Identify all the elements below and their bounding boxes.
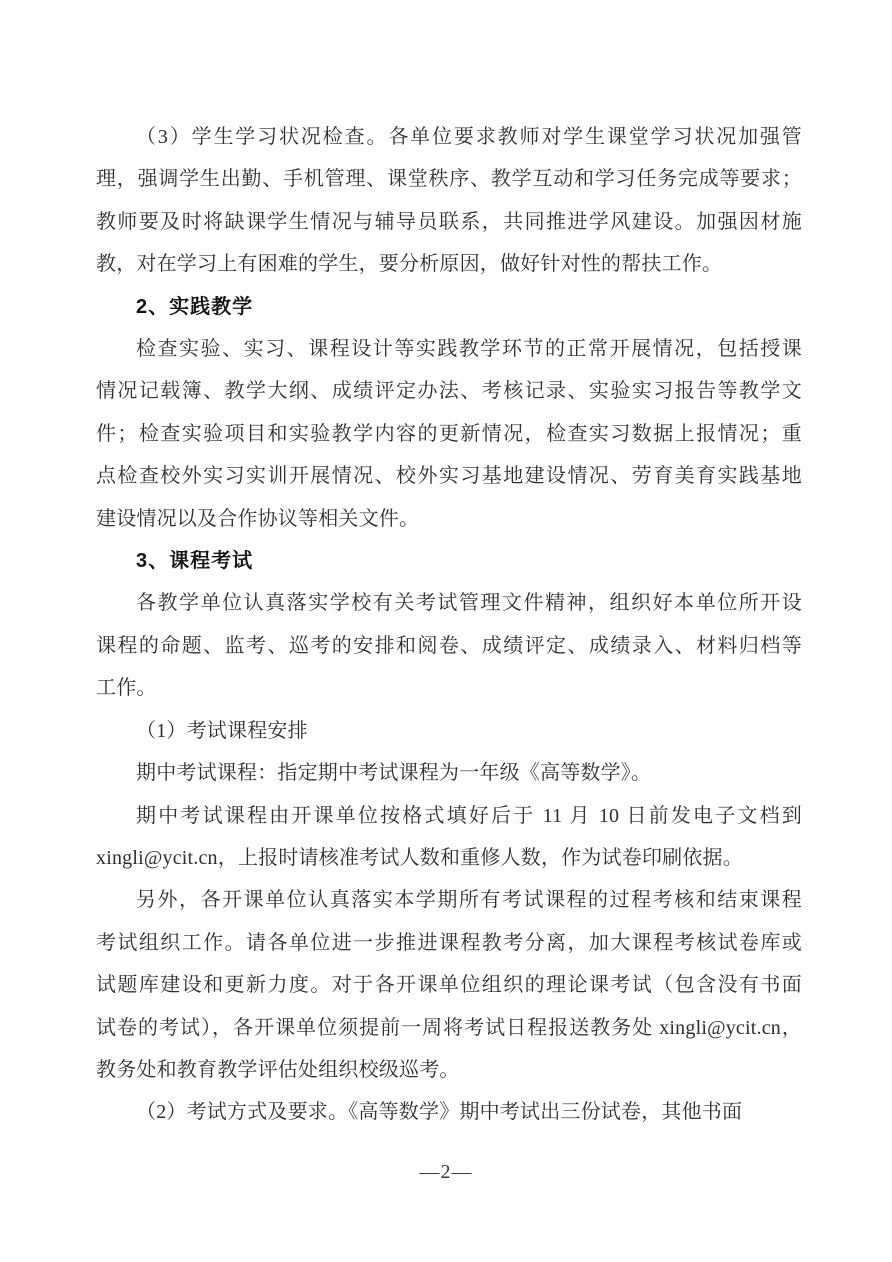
text-line: 考试组织工作。请各单位进一步推进课程教考分离，加大课程考核试卷库或 — [96, 931, 802, 954]
paragraph — [96, 795, 802, 880]
text-line: 工作。 — [96, 677, 157, 700]
text-line: （2）考试方式及要求。《高等数学》期中考试出三份试卷，其他书面 — [136, 1101, 743, 1124]
page-footer — [0, 1152, 892, 1192]
section-heading — [96, 286, 802, 328]
text-line: （1）考试课程安排 — [136, 719, 308, 742]
text-line: 课程的命题、监考、巡考的安排和阅卷、成绩评定、成绩录入、材料归档等 — [96, 634, 802, 657]
text-line: 教务处和教育教学评估处组织校级巡考。 — [96, 1058, 460, 1081]
text-line: xingli@ycit.cn，上报时请核准考试人数和重修人数，作为试卷印刷依据。 — [96, 846, 743, 869]
text-line: 建设情况以及合作协议等相关文件。 — [96, 507, 420, 530]
text-line: 3、课程考试 — [136, 550, 254, 573]
paragraph — [96, 752, 802, 794]
paragraph — [96, 710, 802, 752]
text-line: 教师要及时将缺课学生情况与辅导员联系，共同推进学风建设。加强因材施 — [96, 210, 802, 233]
text-line: 理，强调学生出勤、手机管理、课堂秩序、教学互动和学习任务完成等要求； — [96, 168, 802, 191]
paragraph — [96, 879, 802, 1091]
text-line: 试卷的考试），各开课单位须提前一周将考试日程报送教务处 xingli@ycit.cn， — [96, 1016, 802, 1039]
document-body — [96, 116, 802, 1134]
page-number: —2— — [419, 1161, 473, 1183]
text-line: 情况记载簿、教学大纲、成绩评定办法、考核记录、实验实习报告等教学文 — [96, 380, 802, 403]
paragraph — [96, 1091, 802, 1133]
paragraph — [96, 116, 802, 286]
text-line: （3）学生学习状况检查。各单位要求教师对学生课堂学习状况加强管 — [136, 126, 802, 148]
text-line: 点检查校外实习实训开展情况、校外实习基地建设情况、劳育美育实践基地 — [96, 465, 802, 488]
text-line: 教，对在学习上有困难的学生，要分析原因，做好针对性的帮扶工作。 — [96, 253, 723, 276]
paragraph — [96, 328, 802, 540]
paragraph — [96, 582, 802, 709]
text-line: 期中考试课程由开课单位按格式填好后于 11 月 10 日前发电子文档到 — [136, 804, 802, 827]
text-line: 件；检查实验项目和实验教学内容的更新情况，检查实习数据上报情况；重 — [96, 422, 802, 445]
text-line: 2、实践教学 — [136, 295, 254, 318]
text-line: 期中考试课程：指定期中考试课程为一年级《高等数学》。 — [136, 762, 652, 785]
text-line: 另外，各开课单位认真落实本学期所有考试课程的过程考核和结束课程 — [136, 889, 802, 912]
text-line: 检查实验、实习、课程设计等实践教学环节的正常开展情况，包括授课 — [136, 338, 802, 361]
text-line: 各教学单位认真落实学校有关考试管理文件精神，组织好本单位所开设 — [136, 592, 802, 615]
section-heading — [96, 540, 802, 582]
text-line: 试题库建设和更新力度。对于各开课单位组织的理论课考试（包含没有书面 — [96, 974, 802, 997]
